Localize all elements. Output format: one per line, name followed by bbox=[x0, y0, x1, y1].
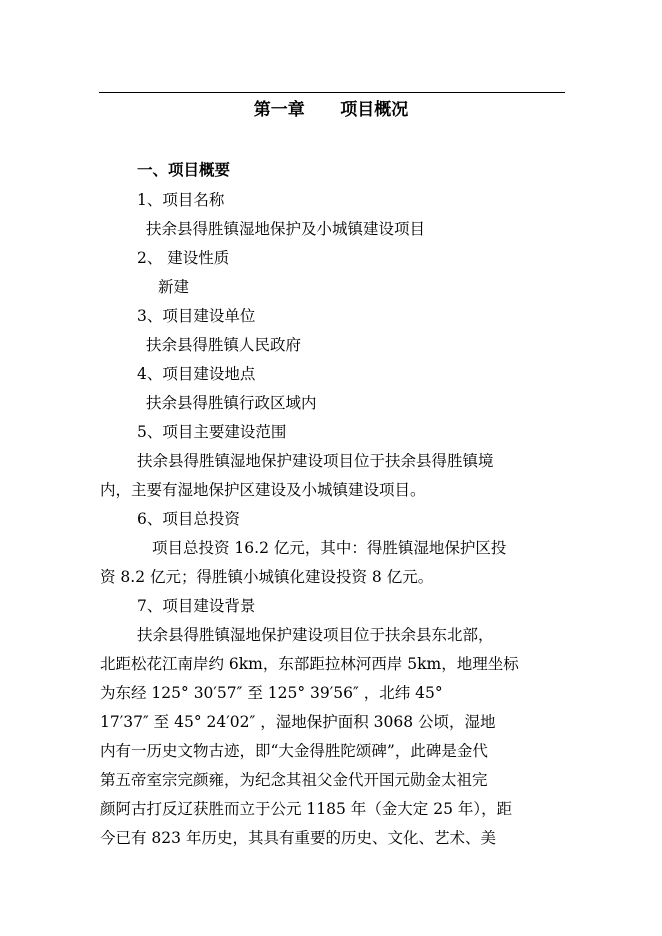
item-5-body-line: 内，主要有湿地保护区建设及小城镇建设项目。 bbox=[100, 481, 426, 499]
item-7-body-line: 内有一历史文物古迹，即“大金得胜陀颂碑”，此碑是金代 bbox=[100, 742, 488, 760]
item-3-body: 扶余县得胜镇人民政府 bbox=[146, 336, 302, 354]
section-heading: 一、项目概要 bbox=[137, 161, 231, 179]
item-7-body-line: 第五帝室宗完颜雍，为纪念其祖父金代开国元勋金太祖完 bbox=[100, 771, 488, 789]
item-7-body-line: 北距松花江南岸约 6km，东部距拉林河西岸 5km，地理坐标 bbox=[100, 655, 519, 673]
item-7-heading: 7、项目建设背景 bbox=[137, 597, 256, 615]
chapter-title: 第一章 项目概况 bbox=[253, 100, 409, 120]
item-6-body-line: 资 8.2 亿元；得胜镇小城镇化建设投资 8 亿元。 bbox=[100, 568, 434, 586]
item-2-body: 新建 bbox=[158, 278, 190, 296]
item-7-body-line: 颜阿古打反辽获胜而立于公元 1185 年（金大定 25 年），距 bbox=[100, 800, 513, 818]
item-7-body-line: 17′37″ 至 45° 24′02″ ，湿地保护面积 3068 公顷，湿地 bbox=[100, 713, 496, 731]
item-1-body: 扶余县得胜镇湿地保护及小城镇建设项目 bbox=[146, 220, 426, 238]
item-7-body-line: 扶余县得胜镇湿地保护建设项目位于扶余县东北部， bbox=[137, 626, 494, 644]
item-2-heading: 2、 建设性质 bbox=[137, 249, 230, 267]
item-4-body: 扶余县得胜镇行政区域内 bbox=[146, 394, 317, 412]
item-3-heading: 3、项目建设单位 bbox=[137, 307, 256, 325]
item-7-body-line: 今已有 823 年历史，其具有重要的历史、文化、艺术、美 bbox=[100, 829, 496, 847]
item-4-heading: 4、项目建设地点 bbox=[137, 365, 256, 383]
item-6-body-line: 项目总投资 16.2 亿元，其中：得胜镇湿地保护区投 bbox=[152, 539, 507, 557]
item-5-body-line: 扶余县得胜镇湿地保护建设项目位于扶余县得胜镇境 bbox=[137, 452, 494, 470]
item-1-heading: 1、项目名称 bbox=[137, 191, 225, 209]
item-7-body-line: 为东经 125° 30′57″ 至 125° 39′56″ ，北纬 45° bbox=[100, 684, 443, 702]
header-rule bbox=[99, 92, 565, 93]
item-6-heading: 6、项目总投资 bbox=[137, 510, 240, 528]
item-5-heading: 5、项目主要建设范围 bbox=[137, 423, 287, 441]
